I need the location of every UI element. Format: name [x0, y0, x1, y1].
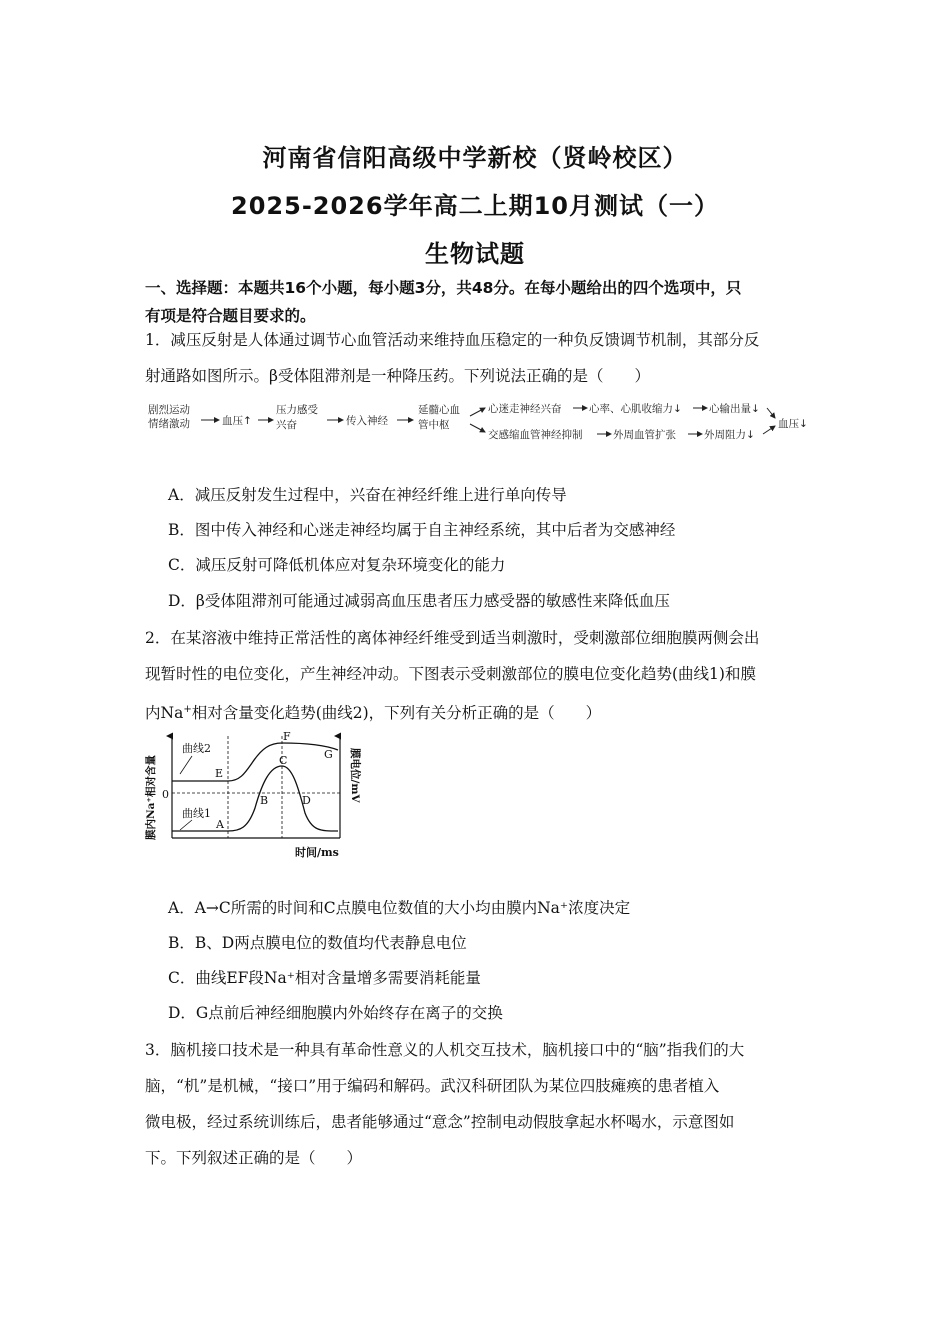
flow-node-baroreceptor: 压力感受 — [276, 404, 318, 416]
q1-option-d: D．β受体阻滞剂可能通过减弱高血压患者压力感受器的敏感性来降低血压 — [168, 592, 670, 610]
flow-node-center-2: 管中枢 — [418, 419, 450, 431]
flow-node-output: 心输出量↓ — [709, 403, 760, 415]
q2-option-a: A．A→C所需的时间和C点膜电位数值的大小均由膜内Na⁺浓度决定 — [168, 899, 631, 917]
label-g: G — [324, 748, 333, 761]
exam-title: 2025-2026学年高二上期10月测试（一） — [231, 192, 719, 220]
flow-node-heartrate: 心率、心肌收缩力↓ — [589, 403, 682, 415]
q1-option-c: C．减压反射可降低机体应对复杂环境变化的能力 — [168, 556, 506, 574]
graph-right-y-label: 膜电位/mV — [349, 748, 361, 803]
q1-option-a: A．减压反射发生过程中，兴奋在神经纤维上进行单向传导 — [168, 486, 567, 504]
flow-node-afferent: 传入神经 — [346, 415, 388, 427]
label-d: D — [302, 794, 311, 807]
section-heading-line1: 一、选择题：本题共16个小题，每小题3分，共48分。在每小题给出的四个选项中，只 — [145, 279, 742, 297]
question-3-line2: 脑，“机”是机械，“接口”用于编码和解码。武汉科研团队为某位四肢瘫痪的患者植入 — [145, 1077, 720, 1095]
section-heading-line2: 有项是符合题目要求的。 — [145, 307, 316, 325]
question-3-line1: 3．脑机接口技术是一种具有革命性意义的人机交互技术，脑机接口中的“脑”指我们的大 — [145, 1041, 745, 1059]
flow-node-excite: 兴奋 — [276, 419, 297, 431]
question-1-line2: 射通路如图所示。β受体阻滞剂是一种降压药。下列说法正确的是（ ） — [145, 367, 650, 385]
flow-node-center: 延髓心血 — [418, 404, 460, 416]
question-3-line4: 下。下列叙述正确的是（ ） — [145, 1149, 363, 1167]
question-2-line3 — [145, 692, 815, 731]
flow-arrow — [767, 408, 775, 418]
flow-node-resistance: 外周阻力↓ — [704, 429, 755, 441]
leader-curve1 — [180, 820, 192, 830]
label-curve1: 曲线1 — [182, 807, 211, 820]
question-1-stem — [145, 322, 815, 394]
question-1-line1: 1．减压反射是人体通过调节心血管活动来维持血压稳定的一种负反馈调节机制，其部分反 — [145, 331, 760, 349]
q2-option-c: C．曲线EF段Na⁺相对含量增多需要消耗能量 — [168, 969, 481, 987]
flow-node-sympathetic: 交感缩血管神经抑制 — [488, 429, 583, 441]
question-3-line3: 微电极，经过系统训练后，患者能够通过“意念”控制电动假肢拿起水杯喝水，示意图如 — [145, 1113, 735, 1131]
flow-node-vagus: 心迷走神经兴奋 — [488, 403, 562, 415]
graph-x-label: 时间/ms — [295, 846, 339, 859]
label-c: C — [279, 754, 288, 767]
flow-arrow — [470, 408, 485, 416]
flow-arrow — [470, 424, 485, 432]
graph-left-y-label: 膜内Na⁺相对含量 — [145, 755, 157, 840]
flow-arrow — [763, 426, 775, 434]
label-f: F — [283, 730, 291, 743]
question-2-line2: 现暂时性的电位变化，产生神经冲动。下图表示受刺激部位的膜电位变化趋势(曲线1)和膜 — [145, 665, 756, 683]
q1-option-b: B．图中传入神经和心迷走神经均属于自主神经系统，其中后者为交感神经 — [168, 521, 676, 539]
flow-node-dilation: 外周血管扩张 — [613, 429, 676, 441]
question-2-stem — [145, 620, 815, 731]
curve-1-membrane-potential — [172, 766, 338, 831]
flow-node-bp-up: 血压↑ — [222, 415, 252, 427]
question-2-line1: 2．在某溶液中维持正常活性的离体神经纤维受到适当刺激时，受刺激部位细胞膜两侧会出 — [145, 629, 760, 647]
q2-text-a: 内Na — [145, 704, 184, 723]
q2-text-b: 相对含量变化趋势(曲线2)，下列有关分析正确的是（ ） — [191, 704, 602, 723]
subject-title: 生物试题 — [425, 240, 525, 268]
flow-node-emotion: 情绪激动 — [148, 418, 190, 430]
leader-curve2 — [180, 756, 192, 774]
label-curve2: 曲线2 — [182, 742, 211, 755]
school-title: 河南省信阳高级中学新校（贤岭校区） — [262, 144, 688, 172]
flow-node-exercise: 剧烈运动 — [148, 404, 190, 416]
membrane-potential-graph — [140, 728, 370, 868]
question-3-stem — [145, 1032, 815, 1176]
q2-option-d: D．G点前后神经细胞膜内外始终存在离子的交换 — [168, 1004, 503, 1022]
q2-superscript: + — [183, 704, 192, 715]
label-e: E — [215, 767, 224, 780]
q2-option-b: B．B、D两点膜电位的数值均代表静息电位 — [168, 934, 467, 952]
label-a: A — [216, 818, 224, 831]
reflex-pathway-diagram — [145, 398, 815, 446]
flow-node-bp-down: 血压↓ — [778, 418, 808, 430]
label-b: B — [260, 794, 269, 807]
label-zero: 0 — [162, 788, 169, 801]
